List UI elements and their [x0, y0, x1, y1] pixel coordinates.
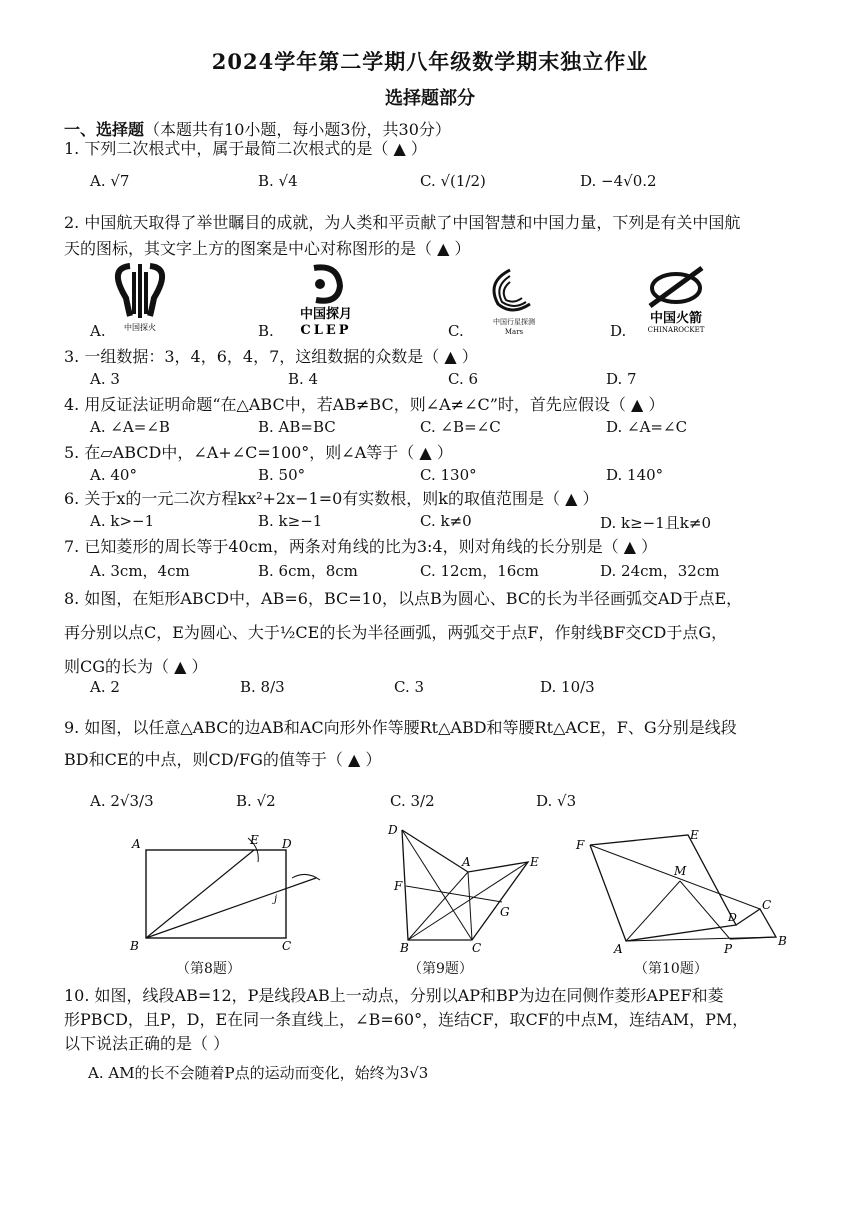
question-number: 10. — [64, 986, 90, 1005]
q5-option-b: B. 50° — [258, 466, 306, 484]
question-text: 已知菱形的周长等于40cm，两条对角线的比为3:4，则对角线的长分别是（ ▲ ） — [84, 537, 658, 556]
figure-10-caption: （第10题） — [634, 961, 708, 977]
q2-option-a: A. — [90, 322, 106, 340]
q1-option-d: D. −4√0.2 — [580, 172, 657, 190]
q3-option-d: D. 7 — [606, 370, 637, 388]
point-label: B — [778, 934, 787, 948]
question-text-cont: BD和CE的中点，则CD/FG的值等于（ ▲ ） — [64, 750, 382, 769]
question-text-cont: 以下说法正确的是（ ） — [64, 1034, 230, 1053]
q4-option-b: B. AB=BC — [258, 418, 336, 436]
page-title: 2024学年第二学期八年级数学期末独立作业 — [211, 49, 649, 74]
q2-option-d: D. — [610, 322, 627, 340]
point-label: D — [728, 911, 737, 924]
point-label: A — [462, 855, 471, 869]
logo-text: CLEP — [300, 323, 352, 338]
question-number: 9. — [64, 718, 80, 737]
question-text: 如图，线段AB=12，P是线段AB上一动点，分别以AP和BP为边在同侧作菱形APEF和菱 — [94, 986, 724, 1005]
logo-text: 中国探火 — [124, 323, 156, 332]
figure-10 — [570, 825, 795, 955]
question-text: 用反证法证明命题“在△ABC中，若AB≠BC，则∠A≠∠C”时，首先应假设（ ▲ ） — [84, 395, 665, 414]
question-1 — [64, 136, 854, 162]
q4-option-c: C. ∠B=∠C — [420, 418, 501, 436]
point-label: D — [388, 823, 398, 837]
question-text: 如图，以任意△ABC的边AB和AC向形外作等腰Rt△ABD和等腰Rt△ACE，F、G分别是线段 — [84, 718, 737, 737]
q9-option-d: D. √3 — [536, 792, 577, 810]
question-text: 如图，在矩形ABCD中，AB=6，BC=10，以点B为圆心、BC的长为半径画弧交AD于点E， — [84, 589, 743, 608]
question-text: 关于x的一元二次方程kx²+2x−1=0有实数根，则k的取值范围是（ ▲ ） — [84, 489, 599, 508]
question-text: 中国航天取得了举世瞩目的成就，为人类和平贡献了中国智慧和中国力量，下列是有关中国航 — [84, 213, 741, 232]
logo-text: 中国行星探测 — [493, 318, 535, 326]
q9-option-a: A. 2√3/3 — [90, 792, 154, 810]
q3-option-a: A. 3 — [90, 370, 120, 388]
logo-text: CHINAROCKET — [647, 326, 705, 334]
q10-option-a: A. AM的长不会随着P点的运动而变化，始终为3√3 — [88, 1064, 429, 1082]
mars-probe-logo-icon — [118, 264, 162, 332]
question-2 — [64, 210, 854, 262]
q4-option-a: A. ∠A=∠B — [90, 418, 170, 436]
figure-8-caption: （第8题） — [176, 961, 241, 977]
q1-option-c: C. √(1/2) — [420, 172, 486, 190]
question-number: 2. — [64, 213, 80, 232]
section-title: 一、选择题 — [64, 120, 145, 139]
question-7 — [64, 534, 854, 560]
q2-option-b: B. — [258, 322, 274, 340]
question-number: 6. — [64, 489, 80, 508]
point-label: A — [614, 942, 623, 955]
q3-option-c: C. 6 — [448, 370, 479, 388]
logo-text: 中国探月 — [299, 307, 353, 322]
point-label: C — [472, 941, 482, 955]
question-4 — [64, 392, 854, 418]
question-number: 1. — [64, 139, 80, 158]
q8-option-a: A. 2 — [90, 678, 120, 696]
q7-option-b: B. 6cm，8cm — [258, 562, 358, 580]
point-label: C — [282, 939, 292, 953]
question-text-cont: 天的图标，其文字上方的图案是中心对称图形的是（ ▲ ） — [64, 239, 471, 258]
point-label: C — [762, 898, 772, 912]
question-number: 3. — [64, 347, 80, 366]
q7-option-c: C. 12cm，16cm — [420, 562, 539, 580]
question-text-cont: 形PBCD，且P，D，E在同一条直线上，∠B=60°，连结CF，取CF的中点M，连结AM，PM， — [64, 1010, 749, 1029]
question-text: 在▱ABCD中，∠A+∠C=100°，则∠A等于（ ▲ ） — [84, 443, 453, 462]
point-label: B — [400, 941, 409, 955]
question-10 — [64, 984, 854, 1056]
figure-8 — [120, 830, 330, 955]
point-label: E — [250, 833, 259, 847]
question-8 — [64, 582, 854, 684]
q8-option-b: B. 8/3 — [240, 678, 285, 696]
point-label: D — [282, 837, 292, 851]
question-text: 一组数据：3，4，6，4，7，这组数据的众数是（ ▲ ） — [84, 347, 478, 366]
point-label: B — [130, 939, 139, 953]
question-5 — [64, 440, 854, 466]
q8-option-d: D. 10/3 — [540, 678, 595, 696]
question-text-cont: 再分别以点C，E为圆心、大于½CE的长为半径画弧，两弧交于点F，作射线BF交CD于点G， — [64, 623, 728, 642]
question-3 — [64, 344, 854, 370]
q2-logo-row — [90, 258, 770, 346]
question-number: 8. — [64, 589, 80, 608]
lunar-probe-logo-icon — [300, 267, 352, 338]
point-label: j — [274, 894, 278, 905]
q2-option-c: C. — [448, 322, 464, 340]
point-label: A — [132, 837, 141, 851]
q3-option-b: B. 4 — [288, 370, 319, 388]
point-label: E — [690, 828, 699, 842]
planet-exploration-logo-icon — [493, 270, 535, 336]
q6-option-a: A. k>−1 — [90, 512, 155, 530]
point-label: F — [394, 879, 403, 893]
figure-9 — [380, 820, 560, 960]
point-label: F — [576, 838, 585, 852]
question-text: 下列二次根式中，属于最简二次根式的是（ ▲ ） — [84, 139, 427, 158]
question-number: 4. — [64, 395, 80, 414]
point-label: M — [674, 864, 687, 878]
china-rocket-logo-icon — [648, 268, 705, 334]
q6-option-d: D. k≥−1且k≠0 — [600, 514, 711, 532]
q9-option-c: C. 3/2 — [390, 792, 435, 810]
logo-text: Mars — [504, 328, 524, 336]
q5-option-a: A. 40° — [90, 466, 137, 484]
q9-option-b: B. √2 — [236, 792, 276, 810]
q8-option-c: C. 3 — [394, 678, 425, 696]
q1-option-b: B. √4 — [258, 172, 298, 190]
point-label: P — [724, 942, 733, 955]
question-number: 7. — [64, 537, 80, 556]
point-label: E — [530, 855, 539, 869]
q5-option-c: C. 130° — [420, 466, 477, 484]
question-text-cont: 则CG的长为（ ▲ ） — [64, 657, 208, 676]
q7-option-a: A. 3cm，4cm — [90, 562, 190, 580]
q1-option-a: A. √7 — [90, 172, 130, 190]
q6-option-c: C. k≠0 — [420, 512, 472, 530]
q4-option-d: D. ∠A=∠C — [606, 418, 688, 436]
q7-option-d: D. 24cm，32cm — [600, 562, 720, 580]
q6-option-b: B. k≥−1 — [258, 512, 323, 530]
question-number: 5. — [64, 443, 80, 462]
logo-text: 中国火箭 — [649, 311, 703, 326]
q5-option-d: D. 140° — [606, 466, 664, 484]
question-9 — [64, 712, 854, 776]
page-subtitle: 选择题部分 — [385, 88, 475, 109]
figure-9-caption: （第9题） — [408, 961, 473, 977]
question-6 — [64, 486, 854, 512]
point-label: G — [500, 905, 510, 919]
section-note: （本题共有10小题，每小题3份，共30分） — [144, 120, 451, 139]
